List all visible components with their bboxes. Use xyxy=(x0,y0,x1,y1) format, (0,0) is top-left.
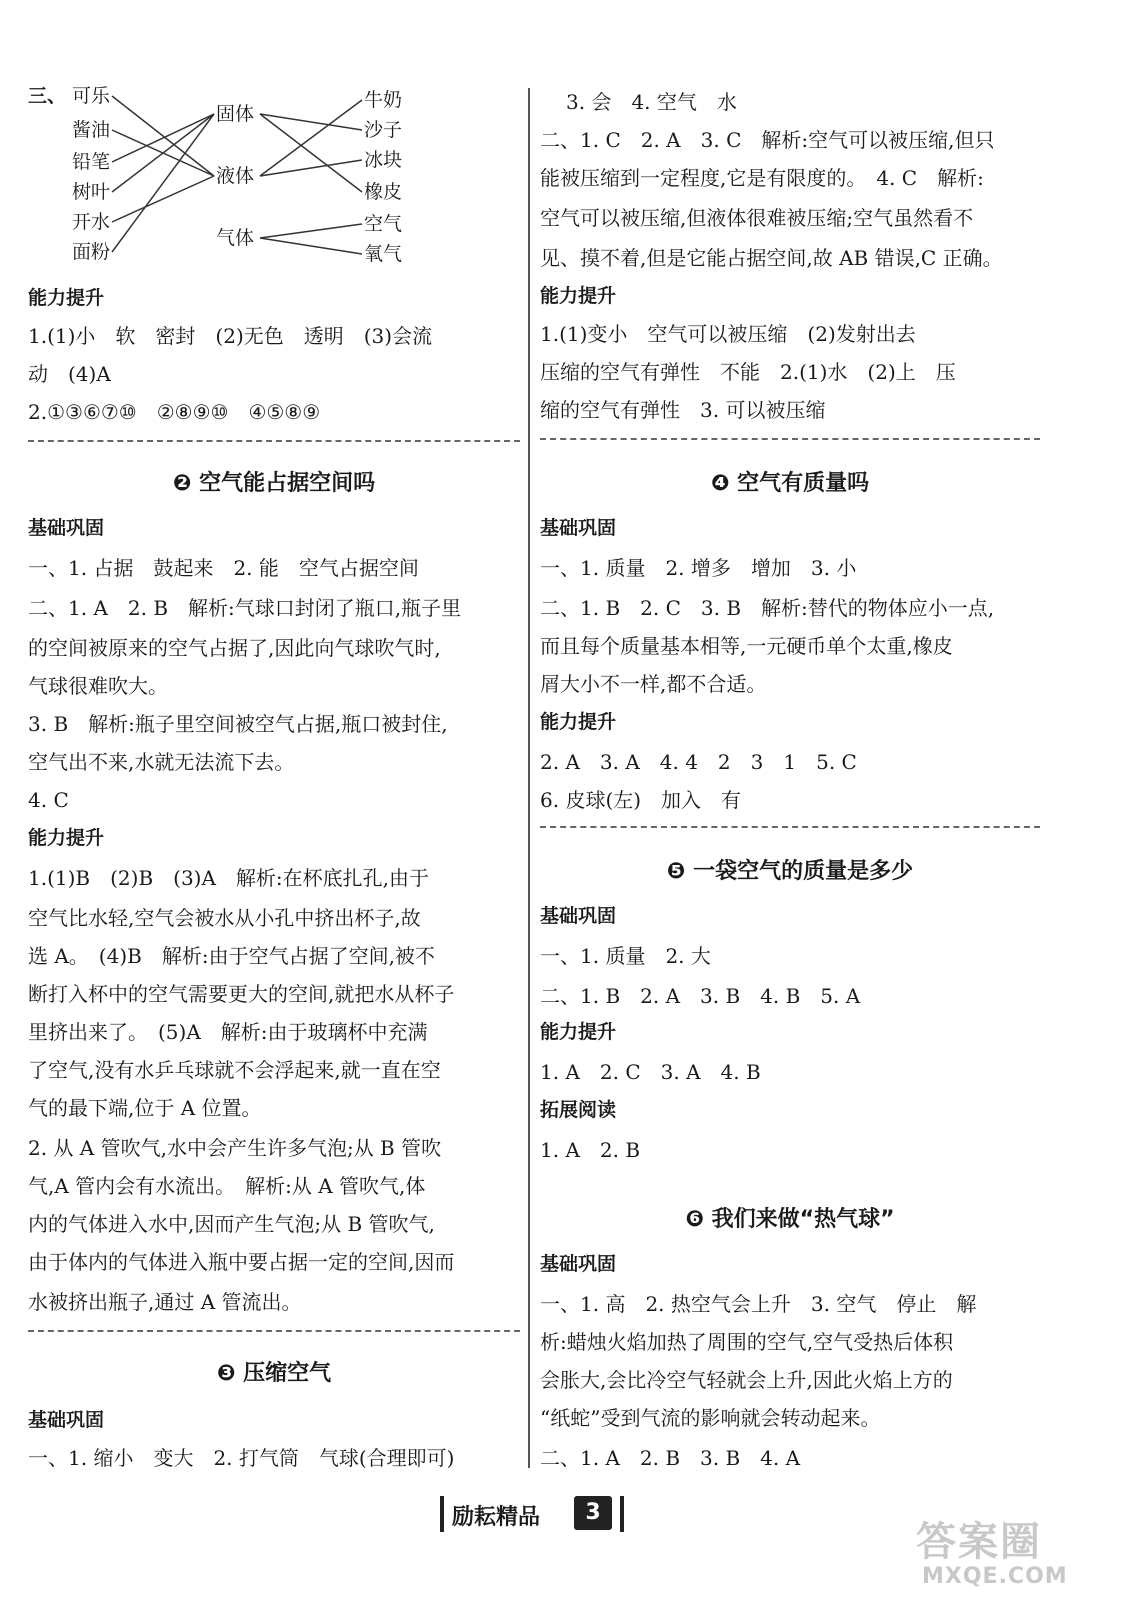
answer-line: 空气比水轻,空气会被水从小孔中挤出杯子,故 xyxy=(28,906,421,930)
section-title: ❹ 空气有质量吗 xyxy=(710,471,870,496)
page-number: 3 xyxy=(574,1496,612,1530)
section-title: ❷ 空气能占据空间吗 xyxy=(172,471,376,496)
matching-prefix: 三、 xyxy=(28,85,67,107)
answer-line: 二、1. B 2. C 3. B 解析:替代的物体应小一点, xyxy=(540,596,995,620)
answer-line: 一、1. 占据 鼓起来 2. 能 空气占据空间 xyxy=(28,556,419,580)
match-line xyxy=(260,100,362,176)
middle-item: 固体 xyxy=(216,103,255,125)
answer-line: 3. 会 4. 空气 水 xyxy=(566,90,737,114)
answer-line: 6. 皮球(左) 加入 有 xyxy=(540,788,742,812)
answer-line: 断打入杯中的空气需要更大的空间,就把水从杯子 xyxy=(28,982,455,1006)
right-item: 牛奶 xyxy=(364,89,403,111)
right-item: 橡皮 xyxy=(364,181,403,203)
dashed-divider xyxy=(28,440,520,442)
column-divider xyxy=(528,88,530,1468)
left-item: 铅笔 xyxy=(72,151,111,173)
brand-label: 励耘精品 xyxy=(452,1505,541,1530)
section-heading: 拓展阅读 xyxy=(540,1099,617,1121)
section-title: ❸ 压缩空气 xyxy=(216,1361,332,1386)
match-line xyxy=(260,160,362,176)
answer-line: 1. A 2. B xyxy=(540,1138,641,1162)
section-heading: 能力提升 xyxy=(28,287,105,309)
dashed-divider xyxy=(540,826,1040,828)
answer-line: 内的气体进入水中,因而产生气泡;从 B 管吹气, xyxy=(28,1212,435,1236)
answer-line: 气,A 管内会有水流出。 解析:从 A 管吹气,体 xyxy=(28,1174,426,1198)
answer-line: 二、1. A 2. B 解析:气球口封闭了瓶口,瓶子里 xyxy=(28,596,462,620)
answer-line: 2. 从 A 管吹气,水中会产生许多气泡;从 B 管吹 xyxy=(28,1136,442,1160)
section-heading: 能力提升 xyxy=(28,827,105,849)
section-heading: 能力提升 xyxy=(540,1021,617,1043)
answer-line: 一、1. 质量 2. 大 xyxy=(540,944,711,968)
answer-line: 里挤出来了。 (5)A 解析:由于玻璃杯中充满 xyxy=(28,1020,428,1044)
left-item: 树叶 xyxy=(72,181,111,203)
answer-line: 4. C xyxy=(28,788,69,812)
match-line xyxy=(260,238,362,254)
dashed-divider xyxy=(540,438,1040,440)
watermark-text: 答案圈 xyxy=(916,1519,1042,1565)
answer-line: 动 (4)A xyxy=(28,362,111,386)
answer-line: 1.(1)小 软 密封 (2)无色 透明 (3)会流 xyxy=(28,324,433,348)
match-line xyxy=(112,114,214,162)
right-item: 冰块 xyxy=(364,149,403,171)
dashed-divider xyxy=(28,1330,520,1332)
section-heading: 基础巩固 xyxy=(540,1253,617,1275)
answer-line: 空气可以被压缩,但液体很难被压缩;空气虽然看不 xyxy=(540,206,974,230)
answer-line: 一、1. 高 2. 热空气会上升 3. 空气 停止 解 xyxy=(540,1292,977,1316)
answer-line: 见、摸不着,但是它能占据空间,故 AB 错误,C 正确。 xyxy=(540,246,1003,270)
answer-line: 压缩的空气有弹性 不能 2.(1)水 (2)上 压 xyxy=(540,360,956,384)
watermark xyxy=(902,1510,1102,1596)
middle-item: 液体 xyxy=(216,165,255,187)
left-item: 可乐 xyxy=(72,85,111,107)
answer-line: 气的最下端,位于 A 位置。 xyxy=(28,1096,262,1120)
answer-line: 水被挤出瓶子,通过 A 管流出。 xyxy=(28,1290,302,1314)
right-item: 氧气 xyxy=(364,243,403,265)
answer-line: 2. A 3. A 4. 4 2 3 1 5. C xyxy=(540,750,857,774)
section-heading: 基础巩固 xyxy=(28,1409,105,1431)
left-item: 开水 xyxy=(72,211,111,233)
answer-line: 析:蜡烛火焰加热了周围的空气,空气受热后体积 xyxy=(540,1330,954,1354)
section-heading: 能力提升 xyxy=(540,711,617,733)
answer-line: 1.(1)变小 空气可以被压缩 (2)发射出去 xyxy=(540,322,916,346)
footer-bar-right xyxy=(620,1496,624,1532)
section-heading: 能力提升 xyxy=(540,285,617,307)
middle-item: 气体 xyxy=(216,227,255,249)
answer-line: 2.①③⑥⑦⑩ ②⑧⑨⑩ ④⑤⑧⑨ xyxy=(28,400,321,424)
answer-line: 屑大小不一样,都不合适。 xyxy=(540,672,767,696)
left-item: 面粉 xyxy=(72,241,111,263)
answer-line: 缩的空气有弹性 3. 可以被压缩 xyxy=(540,398,826,422)
watermark-url: MXQE.COM xyxy=(922,1564,1068,1589)
match-line xyxy=(260,114,362,192)
match-line xyxy=(112,96,214,176)
answer-line: 选 A。 (4)B 解析:由于空气占据了空间,被不 xyxy=(28,944,435,968)
answer-line: 空气出不来,水就无法流下去。 xyxy=(28,750,295,774)
section-title: ❻ 我们来做“热气球” xyxy=(685,1207,895,1232)
section-heading: 基础巩固 xyxy=(540,905,617,927)
match-line xyxy=(260,224,362,238)
answer-line: 能被压缩到一定程度,它是有限度的。 4. C 解析: xyxy=(540,166,984,190)
answer-line: “纸蛇”受到气流的影响就会转动起来。 xyxy=(540,1406,881,1430)
answer-line: 了空气,没有水乒乓球就不会浮起来,就一直在空 xyxy=(28,1058,441,1082)
section-heading: 基础巩固 xyxy=(28,517,105,539)
answer-line: 一、1. 缩小 变大 2. 打气筒 气球(合理即可) xyxy=(28,1446,455,1470)
answer-line: 由于体内的气体进入瓶中要占据一定的空间,因而 xyxy=(28,1250,455,1274)
matching-lines xyxy=(28,84,428,274)
answer-line: 一、1. 质量 2. 增多 增加 3. 小 xyxy=(540,556,857,580)
answer-line: 3. B 解析:瓶子里空间被空气占据,瓶口被封住, xyxy=(28,712,448,736)
matching-diagram xyxy=(28,84,428,274)
section-heading: 基础巩固 xyxy=(540,517,617,539)
match-line xyxy=(260,114,362,130)
answer-line: 1.(1)B (2)B (3)A 解析:在杯底扎孔,由于 xyxy=(28,866,430,890)
right-item: 沙子 xyxy=(364,119,403,141)
answer-line: 的空间被原来的空气占据了,因此向气球吹气时, xyxy=(28,636,441,660)
answer-line: 气球很难吹大。 xyxy=(28,674,168,698)
section-title: ❺ 一袋空气的质量是多少 xyxy=(666,859,914,884)
right-item: 空气 xyxy=(364,213,403,235)
footer-bar-left xyxy=(440,1496,444,1532)
answer-line: 二、1. B 2. A 3. B 4. B 5. A xyxy=(540,984,861,1008)
answer-line: 二、1. A 2. B 3. B 4. A xyxy=(540,1446,801,1470)
match-line xyxy=(112,114,214,192)
answer-line: 1. A 2. C 3. A 4. B xyxy=(540,1060,761,1084)
answer-line: 而且每个质量基本相等,一元硬币单个太重,橡皮 xyxy=(540,634,953,658)
answer-line: 会胀大,会比冷空气轻就会上升,因此火焰上方的 xyxy=(540,1368,953,1392)
answer-line: 二、1. C 2. A 3. C 解析:空气可以被压缩,但只 xyxy=(540,128,995,152)
left-item: 酱油 xyxy=(72,119,111,141)
